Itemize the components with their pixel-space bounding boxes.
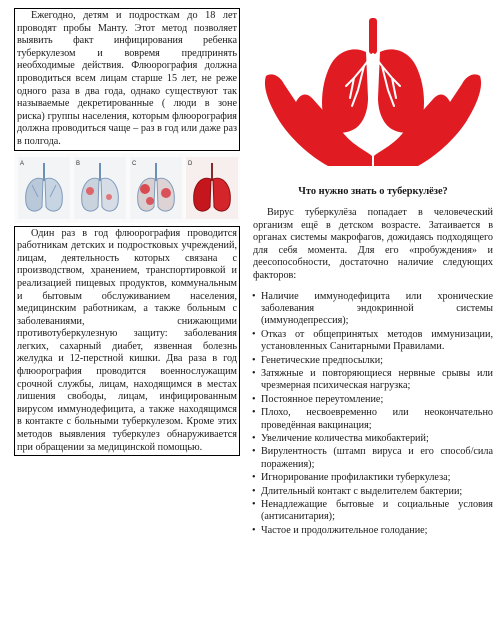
left-column	[14, 8, 240, 456]
list-item: • Постоянное переутомление;	[252, 393, 384, 405]
xray-panel-b	[74, 157, 126, 219]
list-item: • Генетические предпосылки;	[252, 354, 384, 366]
xray-label-d: D	[188, 160, 193, 167]
xray-lungs-svg	[14, 153, 240, 223]
list-item: • Плохо, несвоевременно или неокончательно проведённая вакцинация;	[252, 407, 493, 431]
bullet-icon: •	[252, 328, 256, 340]
xray-label-c: C	[132, 160, 137, 167]
list-item: • Частое и продолжительное голодание;	[252, 524, 428, 536]
list-item: • Ненадлежащие бытовые и социальные условия (антисанитария);	[252, 499, 493, 523]
lungs-hands-svg	[258, 6, 488, 166]
bullet-icon: •	[252, 354, 256, 366]
xray-panel-c	[130, 157, 182, 219]
bullet-icon: •	[252, 368, 256, 379]
xray-lungs-sequence	[14, 153, 240, 223]
bullet-icon: •	[252, 524, 256, 536]
xray-panel-d	[186, 157, 238, 219]
list-item: • Вирулентность (штамп вируса и его способ/сила поражения);	[252, 446, 493, 470]
bullet-icon: •	[252, 290, 256, 302]
bullet-icon: •	[252, 446, 256, 458]
list-item: • Затяжные и повторяющиеся нервные срывы или чрезмерная психическая нагрузка;	[252, 368, 493, 392]
xray-panel-a	[18, 157, 70, 219]
risk-factors-list	[253, 291, 493, 538]
list-item: • Наличие иммунодефицита или хронические заболевания эндокринной системы (иммунодепрессия);	[252, 290, 493, 327]
right-lung-icon	[378, 49, 424, 132]
bullet-icon: •	[252, 407, 256, 419]
intro-paragraph: Ежегодно, детям и подросткам до 18 лет проводят пробы Манту. Этот метод позволяет выявить факт инфицирования ребенка туберкулезом и вовремя предпринять необходимые действия. Флюорография должна проводиться всем лицам старше 15 лет, не реже одного раза в два года, однако существуют так называемые декретированные ( люди в зоне риска) группы населения, которым флюорография должна проводиться чаще – раз в год или даже раз в полгода.	[14, 8, 240, 151]
list-item: • Увеличение количества микобактерий;	[252, 433, 429, 445]
bullet-icon: •	[252, 472, 256, 484]
trachea-icon	[369, 18, 377, 54]
xray-label-b: B	[76, 160, 81, 167]
list-item: • Длительный контакт с выделителем бактерии;	[252, 485, 463, 497]
fluorography-paragraph: Один раз в год флюорография проводится работникам детских и подростковых учреждений, лицам, деятельность которых связана с производством, хранением, транспортировкой и реализацией пищевых продуктов, коммунальным и бытовым обслуживанием населения, медицинским работникам, а также больным с заболеваниями, снижающими противотуберкулезную защиту: заболевания легких, сахарный диабет, язвенная болезнь желудка и 12-перстной кишки. Два раза в год флюорография проводится военнослужащим срочной службы, лицам, находящимся в местах лишения свободы, лицам, инфицированным вирусом иммунодефицита, а также находящимся в контакте с больными туберкулезом. Кроме этих методов выявления туберкулез обнаруживается при обращении за медицинской помощью.	[14, 226, 240, 457]
bullet-icon: •	[252, 433, 256, 445]
bullet-icon: •	[252, 499, 256, 511]
section-heading: Что нужно знать о туберкулёзе?	[298, 186, 448, 197]
right-column	[253, 172, 493, 538]
virus-intro-paragraph: Вирус туберкулёза попадает в человеческий организм ещё в детском возрасте. Затаивается в органах системы макрофагов, дожидаясь подходящего для себя момента. Для его «пробуждения» и деесопособности, достаточно наличие следующих факторов:	[253, 207, 493, 281]
lungs-in-hands-illustration	[258, 6, 488, 166]
left-lung-icon	[322, 49, 368, 132]
xray-label-a: A	[20, 160, 25, 167]
bullet-icon: •	[252, 485, 256, 497]
bullet-icon: •	[252, 393, 256, 405]
list-item: • Отказ от общепринятых методов иммунизации, установленных Санитарными Правилами.	[252, 328, 493, 353]
list-item: • Игнорирование профилактики туберкулеза;	[252, 472, 451, 484]
